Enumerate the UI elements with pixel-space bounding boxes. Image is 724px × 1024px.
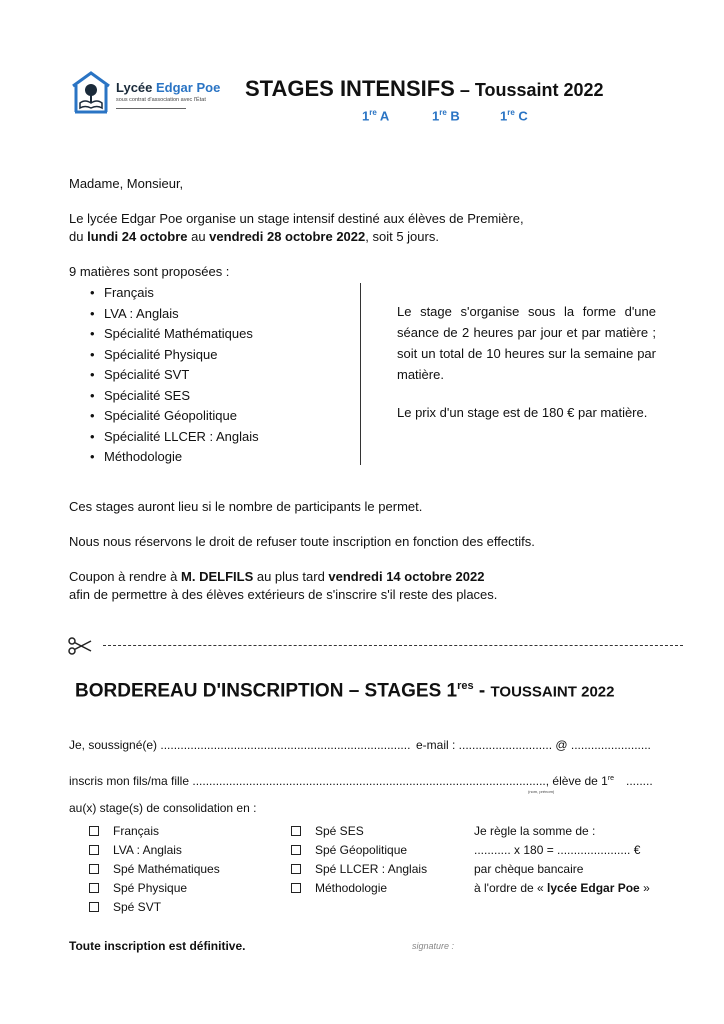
- list-item: • LVA : Anglais: [90, 304, 259, 325]
- salutation: Madame, Monsieur,: [69, 176, 184, 191]
- cut-line: [103, 645, 683, 646]
- list-item: • Spécialité SES: [90, 386, 259, 407]
- name-field[interactable]: Je, soussigné(e) ...........................................................................: [69, 738, 411, 752]
- coupon-deadline: Coupon à rendre à M. DELFILS au plus tard vendredi 14 octobre 2022: [69, 569, 485, 584]
- intro-line-1: Le lycée Edgar Poe organise un stage intensif destiné aux élèves de Première,: [69, 211, 524, 226]
- class-field[interactable]: ........: [626, 774, 653, 788]
- checkbox-llcer[interactable]: Spé LLCER : Anglais: [291, 860, 427, 879]
- logo-name: Lycée Edgar Poe: [116, 80, 221, 95]
- form-title: BORDEREAU D'INSCRIPTION – STAGES 1res - TOUSSAINT 2022: [75, 680, 615, 702]
- subjects-col-2: [291, 822, 427, 898]
- class-label-a: 1re A: [362, 108, 390, 124]
- subjects-col-1: [89, 822, 220, 917]
- participants-note: Ces stages auront lieu si le nombre de participants le permet.: [69, 499, 423, 514]
- class-label-c: 1re C: [500, 108, 528, 124]
- checkbox-maths[interactable]: Spé Mathématiques: [89, 860, 220, 879]
- price-text: Le prix d'un stage est de 180 € par matière.: [397, 405, 648, 420]
- payment-block: [474, 822, 650, 898]
- payment-method: par chèque bancaire: [474, 862, 584, 876]
- email-field[interactable]: e-mail : ............................ @ ........................: [416, 738, 651, 752]
- subjects-intro: 9 matières sont proposées :: [69, 264, 230, 279]
- list-item: • Français: [90, 283, 259, 304]
- organisation-text: Le stage s'organise sous la forme d'une séance de 2 heures par jour et par matière ; soit un total de 10 heures sur la semaine par matière.: [397, 304, 656, 382]
- payment-payee: à l'ordre de « lycée Edgar Poe »: [474, 881, 650, 895]
- intro-line-2: du lundi 24 octobre au vendredi 28 octobre 2022, soit 5 jours.: [69, 229, 439, 244]
- logo-tagline: sous contrat d'association avec l'État: [116, 97, 206, 103]
- coupon-purpose: afin de permettre à des élèves extérieurs de s'inscrire s'il reste des places.: [69, 587, 498, 602]
- school-book-icon: [70, 70, 112, 114]
- list-item: • Spécialité Physique: [90, 345, 259, 366]
- checkbox-physique[interactable]: Spé Physique: [89, 879, 220, 898]
- list-item: • Méthodologie: [90, 447, 259, 468]
- child-name-field[interactable]: inscris mon fils/ma fille .........................................................................................................., élève de 1re: [69, 774, 615, 788]
- name-hint: (nom, prénom): [528, 789, 555, 794]
- payment-amount-field[interactable]: ........... x 180 = ...................... €: [474, 843, 641, 857]
- subjects-list: [90, 283, 259, 468]
- checkbox-anglais[interactable]: LVA : Anglais: [89, 841, 220, 860]
- definitive-notice: Toute inscription est définitive.: [69, 939, 246, 953]
- column-divider: [360, 283, 361, 465]
- consolidation-label: au(x) stage(s) de consolidation en :: [69, 801, 257, 815]
- checkbox-ses[interactable]: Spé SES: [291, 822, 427, 841]
- checkbox-svt[interactable]: Spé SVT: [89, 898, 220, 917]
- class-label-b: 1re B: [432, 108, 460, 124]
- signature-field[interactable]: signature :: [412, 941, 455, 951]
- list-item: • Spécialité SVT: [90, 365, 259, 386]
- list-item: • Spécialité LLCER : Anglais: [90, 427, 259, 448]
- list-item: • Spécialité Mathématiques: [90, 324, 259, 345]
- payment-label: Je règle la somme de :: [474, 824, 596, 838]
- page-title: STAGES INTENSIFS – Toussaint 2022: [245, 76, 604, 101]
- logo-divider: [116, 108, 186, 109]
- scissors-icon: [68, 636, 92, 656]
- checkbox-methodologie[interactable]: Méthodologie: [291, 879, 427, 898]
- checkbox-francais[interactable]: Français: [89, 822, 220, 841]
- list-item: • Spécialité Géopolitique: [90, 406, 259, 427]
- checkbox-geopolitique[interactable]: Spé Géopolitique: [291, 841, 427, 860]
- reservation-note: Nous nous réservons le droit de refuser toute inscription en fonction des effectifs.: [69, 534, 535, 549]
